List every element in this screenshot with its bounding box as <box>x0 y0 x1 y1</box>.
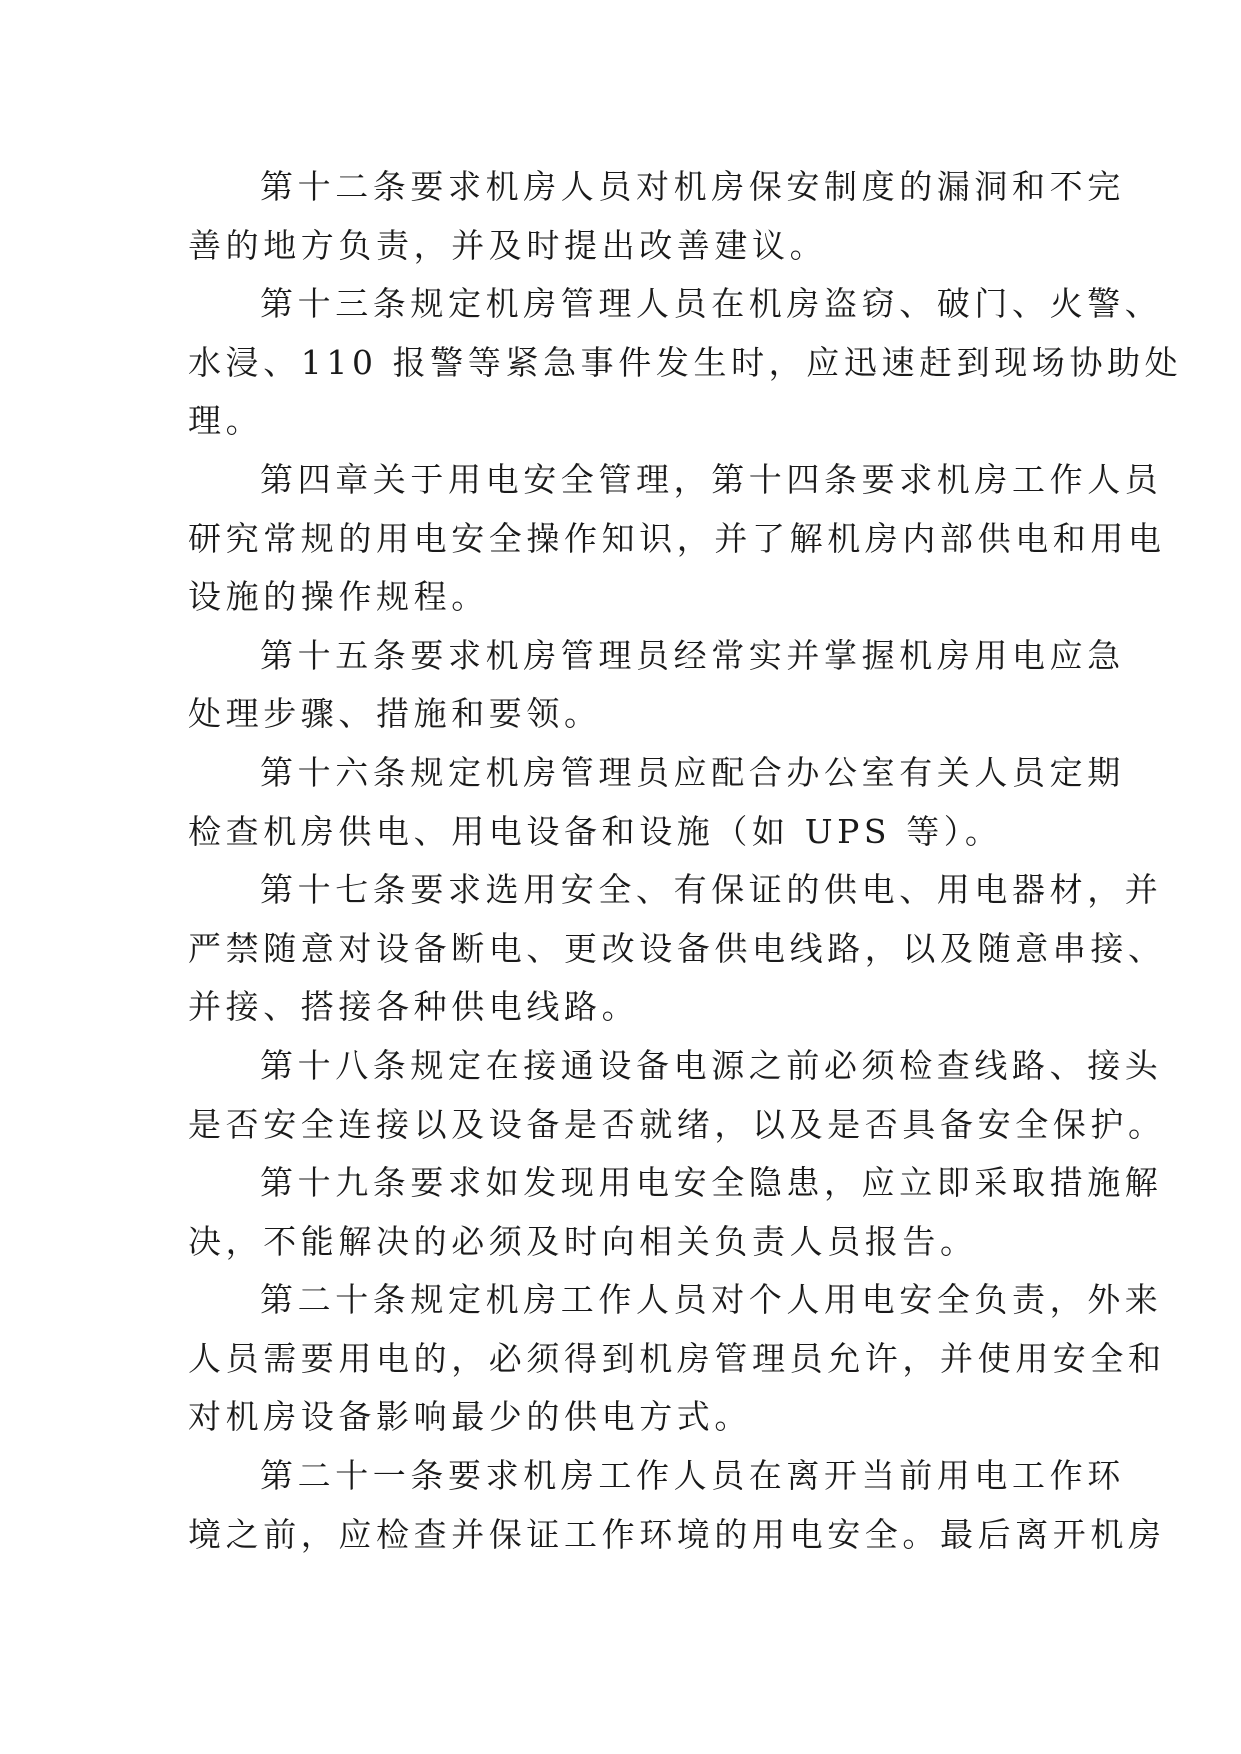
paragraph-art-13 <box>188 275 1183 451</box>
text-line: 水浸、110 报警等紧急事件发生时，应迅速赶到现场协助处 <box>188 342 1183 382</box>
paragraph-art-18 <box>188 1037 1166 1154</box>
text-line: 第十五条要求机房管理员经常实并掌握机房用电应急 <box>260 635 1125 675</box>
text-line: 是否安全连接以及设备是否就绪，以及是否具备安全保护。 <box>188 1104 1166 1144</box>
text-line: 善的地方负责，并及时提出改善建议。 <box>188 225 828 265</box>
text-line: 第十八条规定在接通设备电源之前必须检查线路、接头 <box>260 1045 1163 1085</box>
text-line: 研究常规的用电安全操作知识，并了解机房内部供电和用电 <box>188 518 1166 558</box>
text-line: 第十三条规定机房管理人员在机房盗窃、破门、火警、 <box>260 284 1163 324</box>
paragraph-ch4-art-14 <box>188 451 1166 627</box>
text-line: 第十七条要求选用安全、有保证的供电、用电器材，并 <box>260 870 1163 910</box>
paragraph-art-20 <box>188 1271 1166 1447</box>
text-line: 人员需要用电的，必须得到机房管理员允许，并使用安全和 <box>188 1338 1166 1378</box>
paragraph-art-12 <box>188 158 1125 275</box>
text-line: 第二十条规定机房工作人员对个人用电安全负责，外来 <box>260 1280 1163 1320</box>
text-line: 第十九条要求如发现用电安全隐患，应立即采取措施解 <box>260 1163 1163 1203</box>
text-line: 并接、搭接各种供电线路。 <box>188 987 640 1027</box>
text-line: 境之前，应检查并保证工作环境的用电安全。最后离开机房 <box>188 1514 1166 1554</box>
paragraph-art-17 <box>188 861 1166 1037</box>
text-line: 第四章关于用电安全管理，第十四条要求机房工作人员 <box>260 459 1163 499</box>
text-line: 处理步骤、措施和要领。 <box>188 694 602 734</box>
text-line: 检查机房供电、用电设备和设施（如 UPS 等）。 <box>188 811 1003 851</box>
paragraph-art-15 <box>188 627 1125 744</box>
text-line: 决，不能解决的必须及时向相关负责人员报告。 <box>188 1221 978 1261</box>
text-line: 严禁随意对设备断电、更改设备供电线路，以及随意串接、 <box>188 928 1166 968</box>
paragraph-art-16 <box>188 744 1125 861</box>
text-line: 对机房设备影响最少的供电方式。 <box>188 1397 752 1437</box>
text-line: 设施的操作规程。 <box>188 577 489 617</box>
text-line: 第十二条要求机房人员对机房保安制度的漏洞和不完 <box>260 167 1125 206</box>
text-line: 第二十一条要求机房工作人员在离开当前用电工作环 <box>260 1456 1125 1496</box>
text-line: 理。 <box>188 401 264 441</box>
document-body <box>188 158 1183 1564</box>
paragraph-art-19 <box>188 1154 1163 1271</box>
paragraph-art-21 <box>188 1447 1166 1564</box>
text-line: 第十六条规定机房管理员应配合办公室有关人员定期 <box>260 752 1125 792</box>
